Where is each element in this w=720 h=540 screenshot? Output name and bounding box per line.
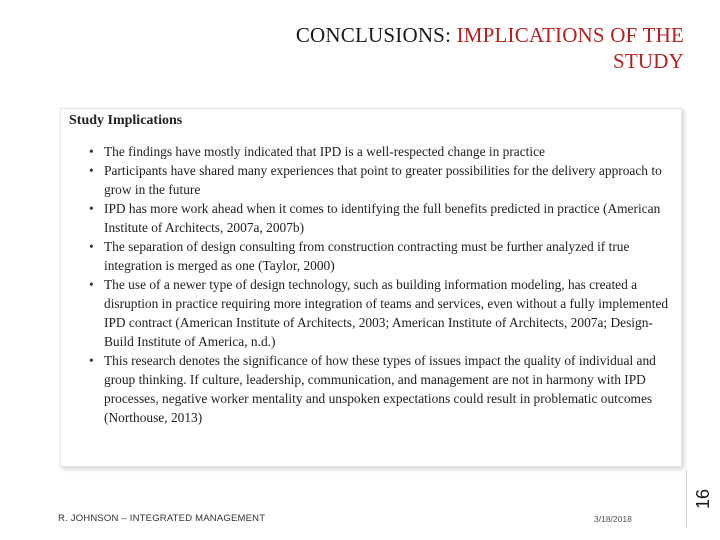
title-accent-line-2: STUDY xyxy=(612,49,684,73)
bullet-item xyxy=(89,275,671,351)
content-box xyxy=(60,108,682,467)
bullet-list xyxy=(89,142,671,427)
footer-date: 3/18/2018 xyxy=(594,514,632,524)
title-prefix: CONCLUSIONS: xyxy=(295,23,457,47)
bullet-item xyxy=(89,237,671,275)
bullet-icon: • xyxy=(89,163,94,178)
bullet-text: This research denotes the significance of how these types of issues impact the quality of individual and group thinking. If culture, leadership, communication, and management are not in harmony with IPD processes, negative worker mentality and unspoken expectations could result in problematic outcomes (Northouse, 2013) xyxy=(104,353,656,425)
bullet-item xyxy=(89,351,671,427)
page-number-container xyxy=(693,468,719,530)
bullet-icon: • xyxy=(89,144,94,159)
page-number: 16 xyxy=(693,488,713,510)
bullet-icon: • xyxy=(89,277,94,292)
bullet-text: The findings have mostly indicated that IPD is a well-respected change in practice xyxy=(104,144,545,159)
bullet-item xyxy=(89,161,671,199)
bullet-text: IPD has more work ahead when it comes to identifying the full benefits predicted in practice (American Institute of Architects, 2007a, 2007b) xyxy=(104,201,661,235)
bullet-text: Participants have shared many experiences that point to greater possibilities for the delivery approach to grow in the future xyxy=(104,163,662,197)
bullet-icon: • xyxy=(89,353,94,368)
section-heading: Study Implications xyxy=(69,113,183,128)
footer-author: R. JOHNSON – INTEGRATED MANAGEMENT xyxy=(58,513,266,524)
page-number-divider xyxy=(686,470,687,528)
bullet-item xyxy=(89,199,671,237)
bullet-item xyxy=(89,142,671,161)
title-accent-line-1: IMPLICATIONS OF THE xyxy=(456,23,684,47)
bullet-text: The use of a newer type of design technology, such as building information modeling, has created a disruption in practice requiring more integration of teams and services, even without a fully implemented IPD contract (American Institute of Architects, 2003; American Institute of Architects, 2007a; Design-Build Institute of America, n.d.) xyxy=(104,277,669,349)
bullet-icon: • xyxy=(89,201,94,216)
slide-title xyxy=(164,22,684,74)
bullet-icon: • xyxy=(89,239,94,254)
bullet-text: The separation of design consulting from construction contracting must be further analyzed if true integration is merged as one (Taylor, 2000) xyxy=(104,239,630,273)
